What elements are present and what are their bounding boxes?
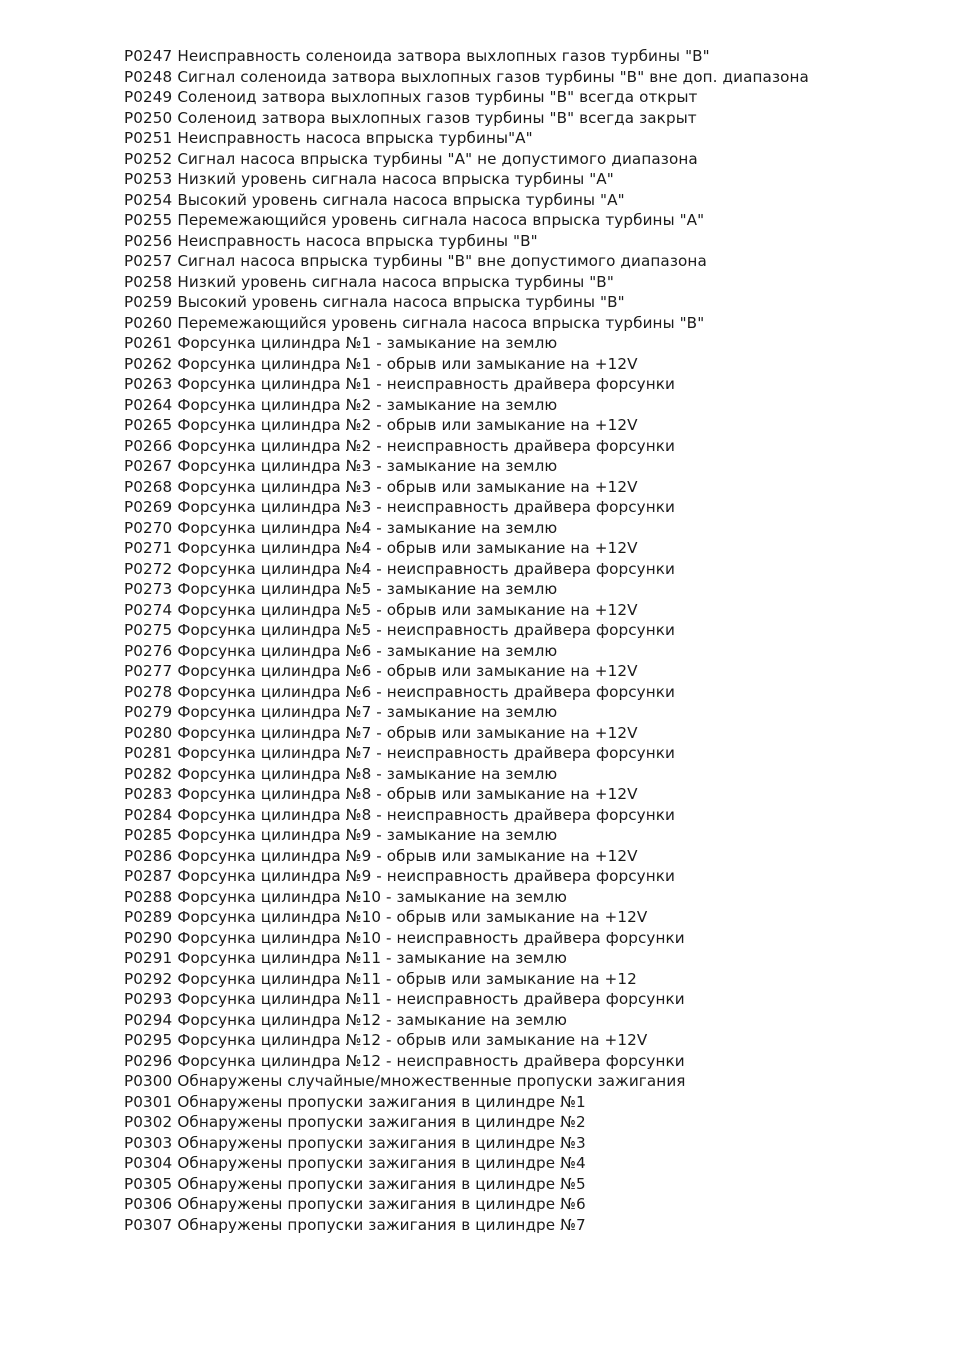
dtc-code: P0267 [124, 457, 173, 475]
dtc-description: Форсунка цилиндра №7 - неисправность драйвера форсунки [177, 744, 676, 762]
dtc-entry [124, 989, 924, 1010]
dtc-description: Форсунка цилиндра №2 - обрыв или замыкание на +12V [177, 416, 638, 434]
dtc-description: Форсунка цилиндра №3 - замыкание на землю [177, 457, 558, 475]
dtc-code: P0282 [124, 764, 173, 783]
dtc-code: P0274 [124, 600, 173, 619]
dtc-code: P0307 [124, 1215, 173, 1234]
dtc-code: P0273 [124, 580, 173, 598]
dtc-description: Обнаружены пропуски зажигания в цилиндре №6 [177, 1195, 586, 1213]
dtc-entry [124, 1051, 924, 1072]
dtc-entry [124, 292, 924, 313]
dtc-code: P0253 [124, 170, 173, 188]
dtc-entry [124, 46, 924, 67]
dtc-description: Форсунка цилиндра №2 - замыкание на землю [177, 395, 558, 414]
dtc-entry [124, 661, 924, 682]
dtc-entry [124, 1215, 924, 1236]
dtc-entry [124, 1010, 924, 1031]
dtc-entry [124, 518, 924, 539]
dtc-code: P0302 [124, 1113, 173, 1131]
dtc-code: P0261 [124, 334, 173, 352]
dtc-description: Низкий уровень сигнала насоса впрыска турбины "B" [177, 272, 614, 291]
dtc-description: Форсунка цилиндра №3 - неисправность драйвера форсунки [177, 498, 676, 516]
dtc-description: Форсунка цилиндра №10 - замыкание на землю [177, 887, 568, 906]
dtc-description: Низкий уровень сигнала насоса впрыска турбины "A" [177, 170, 614, 188]
dtc-code: P0303 [124, 1133, 173, 1152]
dtc-code: P0258 [124, 272, 173, 291]
dtc-code: P0283 [124, 785, 173, 803]
dtc-description: Форсунка цилиндра №5 - замыкание на землю [177, 580, 558, 598]
dtc-description: Форсунка цилиндра №11 - обрыв или замыкание на +12 [177, 969, 637, 988]
dtc-entry [124, 579, 924, 600]
dtc-description: Форсунка цилиндра №12 - обрыв или замыкание на +12V [177, 1031, 648, 1049]
dtc-code: P0280 [124, 723, 173, 742]
dtc-code: P0270 [124, 518, 173, 537]
dtc-entry [124, 436, 924, 457]
dtc-entry [124, 272, 924, 293]
dtc-description: Обнаружены пропуски зажигания в цилиндре №1 [177, 1092, 586, 1111]
dtc-entry [124, 600, 924, 621]
dtc-entry [124, 333, 924, 354]
dtc-description: Форсунка цилиндра №1 - неисправность драйвера форсунки [177, 375, 676, 393]
dtc-entry [124, 87, 924, 108]
dtc-description: Обнаружены случайные/множественные пропуски зажигания [177, 1072, 686, 1090]
dtc-entry [124, 210, 924, 231]
dtc-code: P0254 [124, 190, 173, 209]
dtc-entry [124, 149, 924, 170]
dtc-entry [124, 559, 924, 580]
dtc-entry [124, 1194, 924, 1215]
dtc-entry [124, 108, 924, 129]
dtc-entry [124, 620, 924, 641]
dtc-description: Форсунка цилиндра №11 - неисправность драйвера форсунки [177, 990, 685, 1008]
dtc-entry [124, 743, 924, 764]
dtc-code: P0278 [124, 682, 173, 701]
dtc-description: Форсунка цилиндра №7 - обрыв или замыкание на +12V [177, 723, 638, 742]
dtc-description: Форсунка цилиндра №12 - неисправность драйвера форсунки [177, 1051, 685, 1070]
dtc-description: Форсунка цилиндра №5 - неисправность драйвера форсунки [177, 621, 676, 639]
dtc-description: Форсунка цилиндра №8 - неисправность драйвера форсунки [177, 805, 676, 824]
dtc-entry [124, 846, 924, 867]
dtc-entry [124, 67, 924, 88]
dtc-entry [124, 231, 924, 252]
dtc-description: Форсунка цилиндра №6 - обрыв или замыкание на +12V [177, 662, 638, 680]
dtc-code: P0281 [124, 744, 173, 762]
dtc-description: Форсунка цилиндра №8 - замыкание на землю [177, 764, 558, 783]
dtc-code: P0272 [124, 559, 173, 578]
dtc-code: P0260 [124, 313, 173, 332]
dtc-code: P0271 [124, 539, 173, 557]
dtc-entry [124, 313, 924, 334]
dtc-entry [124, 354, 924, 375]
dtc-code: P0291 [124, 949, 173, 967]
dtc-description: Форсунка цилиндра №8 - обрыв или замыкание на +12V [177, 785, 638, 803]
dtc-entry [124, 395, 924, 416]
dtc-entry [124, 682, 924, 703]
dtc-entry [124, 969, 924, 990]
dtc-code: P0266 [124, 436, 173, 455]
dtc-entry [124, 1153, 924, 1174]
dtc-code: P0264 [124, 395, 173, 414]
dtc-code: P0257 [124, 252, 173, 270]
dtc-code: P0288 [124, 887, 173, 906]
dtc-code: P0265 [124, 416, 173, 434]
dtc-entry [124, 907, 924, 928]
dtc-entry [124, 887, 924, 908]
dtc-description: Форсунка цилиндра №10 - обрыв или замыкание на +12V [177, 908, 648, 926]
dtc-description: Высокий уровень сигнала насоса впрыска турбины "B" [177, 293, 625, 311]
dtc-description: Сигнал насоса впрыска турбины "B" вне допустимого диапазона [177, 252, 707, 270]
dtc-description: Обнаружены пропуски зажигания в цилиндре №3 [177, 1133, 586, 1152]
dtc-entry [124, 538, 924, 559]
dtc-code: P0290 [124, 928, 173, 947]
dtc-entry [124, 1133, 924, 1154]
dtc-code: P0306 [124, 1195, 173, 1213]
dtc-description: Неисправность соленоида затвора выхлопных газов турбины "B" [177, 47, 710, 65]
dtc-description: Форсунка цилиндра №9 - замыкание на землю [177, 826, 558, 844]
dtc-entry [124, 702, 924, 723]
dtc-entry [124, 928, 924, 949]
dtc-entry [124, 1030, 924, 1051]
dtc-code: P0279 [124, 703, 173, 721]
dtc-description: Обнаружены пропуски зажигания в цилиндре №5 [177, 1174, 586, 1193]
dtc-entry [124, 723, 924, 744]
dtc-code: P0300 [124, 1072, 173, 1090]
dtc-code: P0292 [124, 969, 173, 988]
dtc-code: P0287 [124, 867, 173, 885]
dtc-description: Форсунка цилиндра №12 - замыкание на землю [177, 1010, 568, 1029]
dtc-code: P0269 [124, 498, 173, 516]
dtc-description: Форсунка цилиндра №6 - замыкание на землю [177, 641, 558, 660]
dtc-code: P0289 [124, 908, 173, 926]
dtc-entry [124, 1112, 924, 1133]
dtc-code: P0301 [124, 1092, 173, 1111]
dtc-entry [124, 641, 924, 662]
dtc-entry [124, 251, 924, 272]
dtc-description: Форсунка цилиндра №2 - неисправность драйвера форсунки [177, 436, 676, 455]
dtc-description: Форсунка цилиндра №4 - обрыв или замыкание на +12V [177, 539, 638, 557]
dtc-description: Форсунка цилиндра №1 - обрыв или замыкание на +12V [177, 354, 638, 373]
dtc-entry [124, 477, 924, 498]
dtc-code: P0263 [124, 375, 173, 393]
dtc-description: Соленоид затвора выхлопных газов турбины "B" всегда закрыт [177, 108, 697, 127]
dtc-description: Форсунка цилиндра №1 - замыкание на землю [177, 334, 558, 352]
dtc-code: P0296 [124, 1051, 173, 1070]
dtc-code: P0295 [124, 1031, 173, 1049]
dtc-description: Форсунка цилиндра №6 - неисправность драйвера форсунки [177, 682, 676, 701]
dtc-entry [124, 784, 924, 805]
dtc-entry [124, 764, 924, 785]
dtc-description: Перемежающийся уровень сигнала насоса впрыска турбины "A" [177, 211, 705, 229]
dtc-description: Форсунка цилиндра №5 - обрыв или замыкание на +12V [177, 600, 638, 619]
dtc-description: Обнаружены пропуски зажигания в цилиндре №7 [177, 1215, 586, 1234]
dtc-code: P0294 [124, 1010, 173, 1029]
dtc-entry [124, 805, 924, 826]
dtc-description: Высокий уровень сигнала насоса впрыска турбины "A" [177, 190, 625, 209]
dtc-description: Форсунка цилиндра №11 - замыкание на землю [177, 949, 568, 967]
dtc-entry [124, 1071, 924, 1092]
dtc-entry [124, 1092, 924, 1113]
dtc-code: P0268 [124, 477, 173, 496]
dtc-code: P0285 [124, 826, 173, 844]
dtc-code: P0262 [124, 354, 173, 373]
dtc-code: P0255 [124, 211, 173, 229]
dtc-description: Форсунка цилиндра №9 - неисправность драйвера форсунки [177, 867, 676, 885]
dtc-description: Форсунка цилиндра №10 - неисправность драйвера форсунки [177, 928, 685, 947]
dtc-code-list [124, 46, 924, 1235]
dtc-description: Обнаружены пропуски зажигания в цилиндре №2 [177, 1113, 586, 1131]
dtc-code: P0304 [124, 1154, 173, 1172]
dtc-code: P0248 [124, 67, 173, 86]
dtc-description: Перемежающийся уровень сигнала насоса впрыска турбины "B" [177, 313, 705, 332]
dtc-description: Обнаружены пропуски зажигания в цилиндре №4 [177, 1154, 586, 1172]
dtc-code: P0286 [124, 846, 173, 865]
dtc-entry [124, 128, 924, 149]
dtc-code: P0275 [124, 621, 173, 639]
dtc-entry [124, 497, 924, 518]
dtc-description: Сигнал насоса впрыска турбины "A" не допустимого диапазона [177, 149, 698, 168]
dtc-description: Соленоид затвора выхлопных газов турбины "B" всегда открыт [177, 88, 698, 106]
dtc-code: P0256 [124, 231, 173, 250]
dtc-description: Форсунка цилиндра №9 - обрыв или замыкание на +12V [177, 846, 638, 865]
dtc-code: P0247 [124, 47, 173, 65]
dtc-description: Форсунка цилиндра №3 - обрыв или замыкание на +12V [177, 477, 638, 496]
dtc-code: P0284 [124, 805, 173, 824]
dtc-entry [124, 825, 924, 846]
dtc-entry [124, 1174, 924, 1195]
dtc-code: P0276 [124, 641, 173, 660]
dtc-entry [124, 374, 924, 395]
dtc-description: Форсунка цилиндра №4 - замыкание на землю [177, 518, 558, 537]
dtc-entry [124, 169, 924, 190]
dtc-entry [124, 415, 924, 436]
dtc-entry [124, 456, 924, 477]
dtc-code: P0252 [124, 149, 173, 168]
dtc-entry [124, 866, 924, 887]
dtc-entry [124, 190, 924, 211]
dtc-code: P0250 [124, 108, 173, 127]
dtc-entry [124, 948, 924, 969]
dtc-description: Форсунка цилиндра №4 - неисправность драйвера форсунки [177, 559, 676, 578]
dtc-code: P0277 [124, 662, 173, 680]
dtc-code: P0249 [124, 88, 173, 106]
dtc-code: P0251 [124, 129, 173, 147]
dtc-description: Неисправность насоса впрыска турбины "B" [177, 231, 538, 250]
dtc-code: P0293 [124, 990, 173, 1008]
dtc-code: P0305 [124, 1174, 173, 1193]
dtc-description: Сигнал соленоида затвора выхлопных газов турбины "B" вне доп. диапазона [177, 67, 809, 86]
dtc-description: Неисправность насоса впрыска турбины"A" [177, 129, 533, 147]
dtc-description: Форсунка цилиндра №7 - замыкание на землю [177, 703, 558, 721]
dtc-code: P0259 [124, 293, 173, 311]
